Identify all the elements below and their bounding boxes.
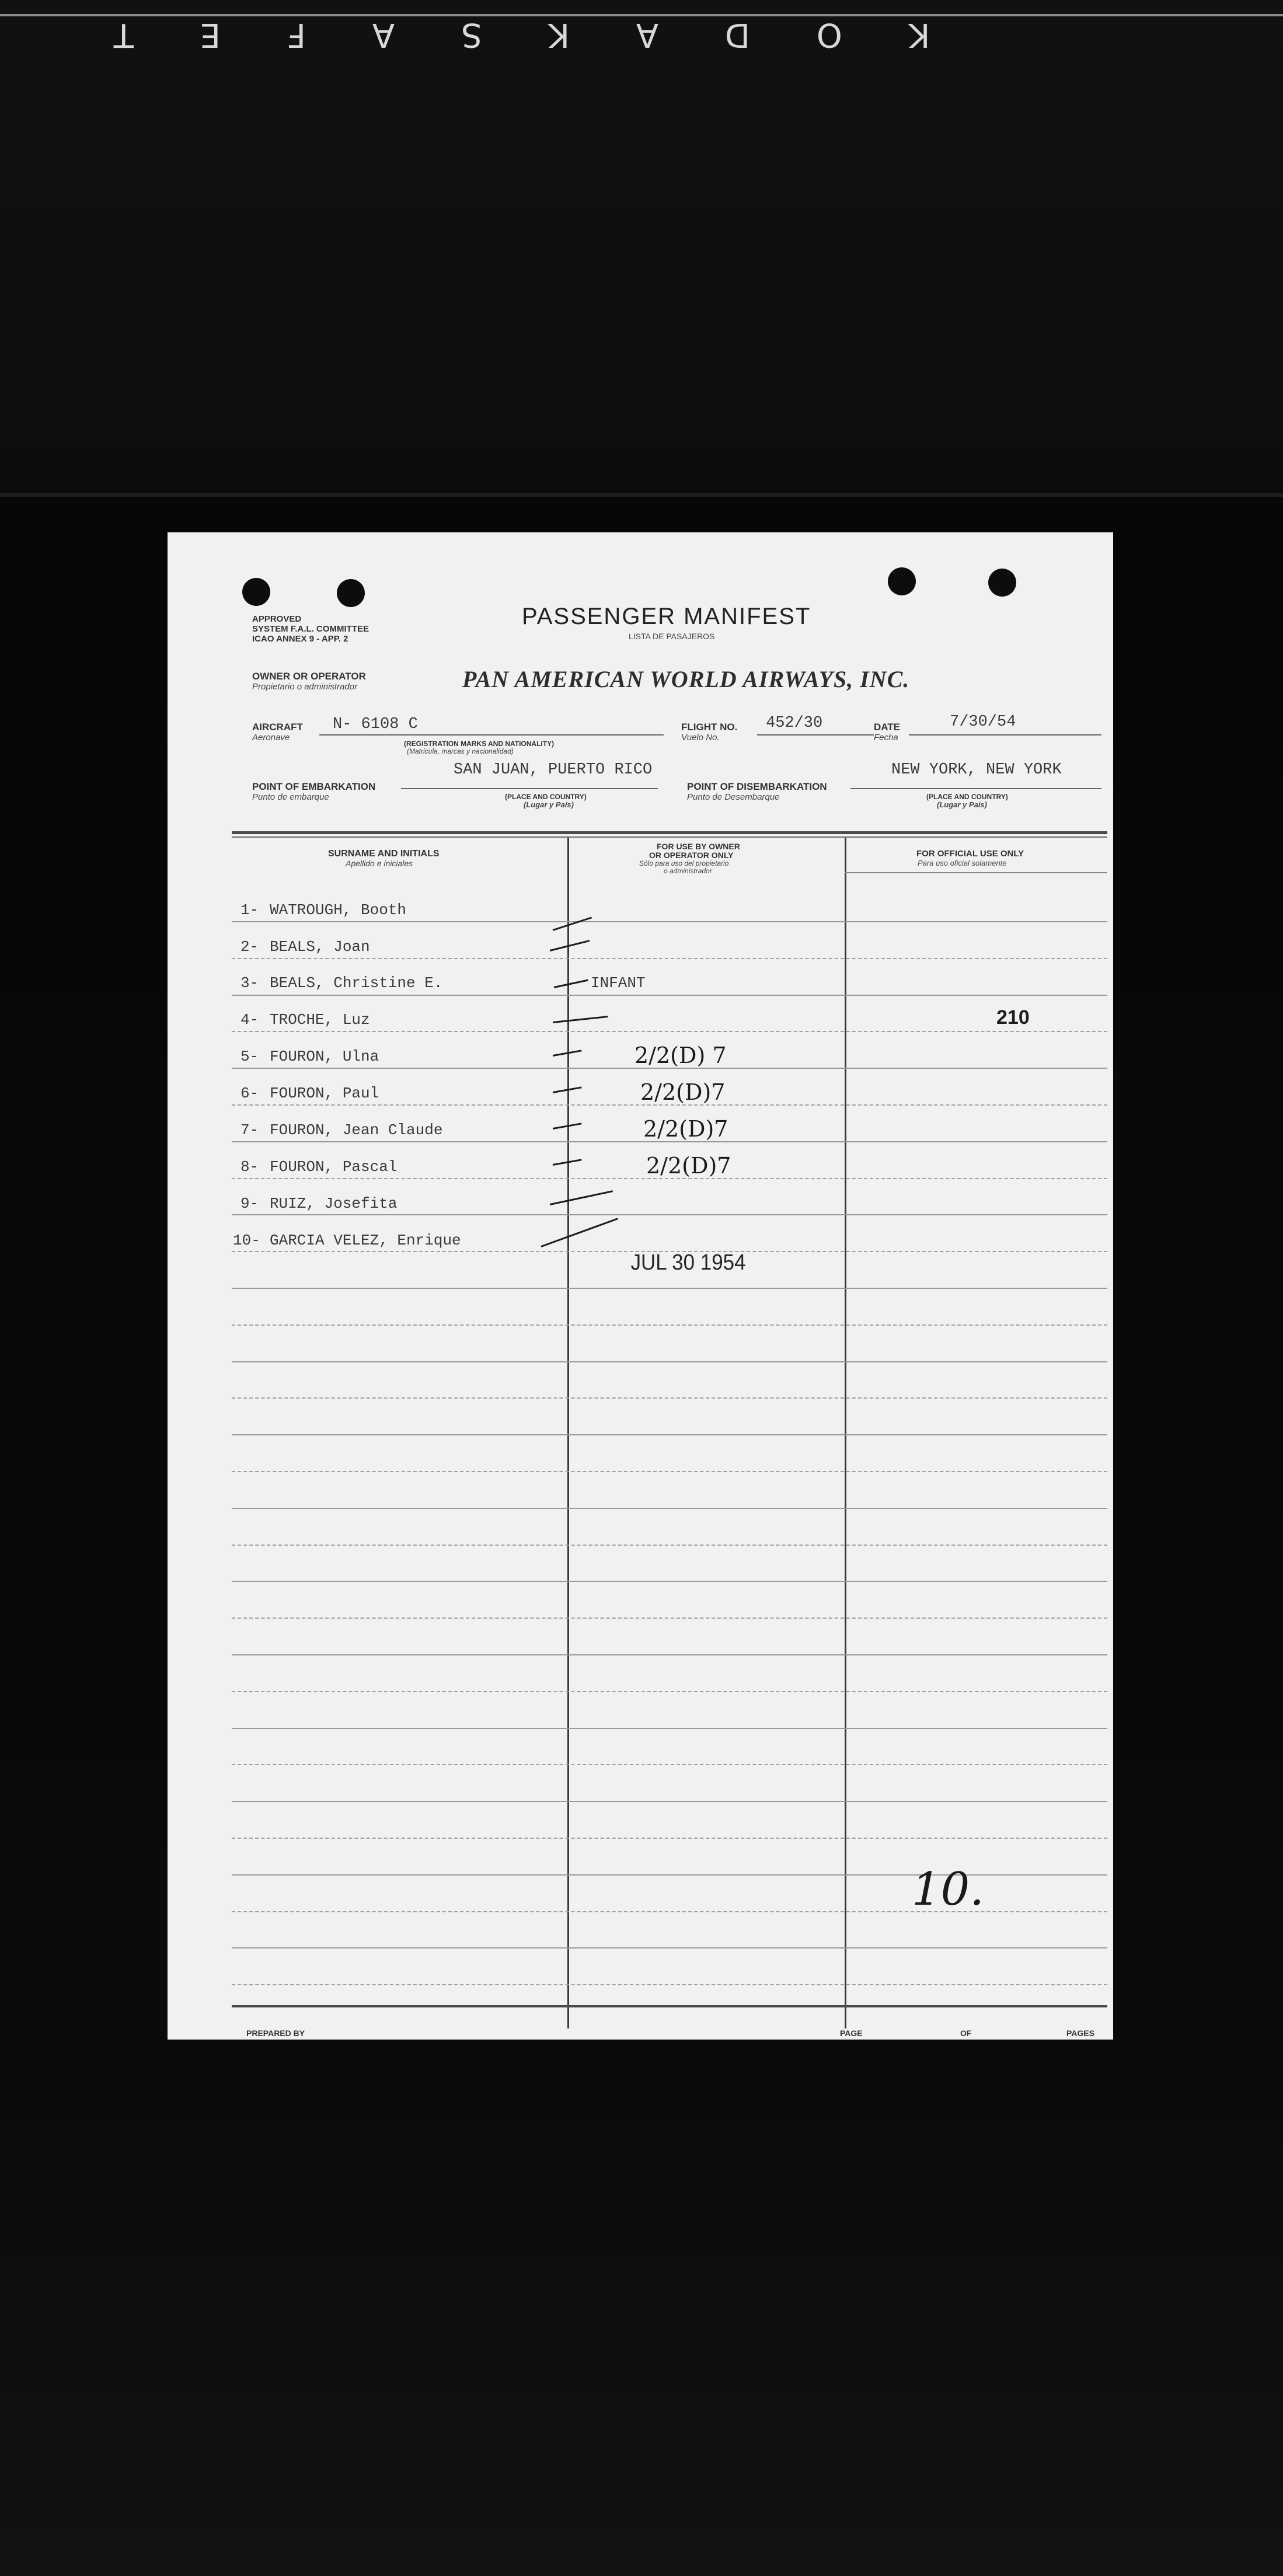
check-mark-icon: [554, 979, 588, 988]
punch-hole-icon: [888, 567, 916, 595]
table-rule: [232, 1324, 1107, 1326]
passenger-note: 2/2(D)7: [643, 1116, 728, 1142]
official-number: 210: [996, 1006, 1030, 1029]
approval-line-3: ICAO ANNEX 9 - APP. 2: [252, 634, 348, 644]
passenger-name: FOURON, Paul: [270, 1085, 379, 1102]
table-rule: [232, 958, 1107, 959]
table-rule: [232, 1691, 1107, 1692]
table-rule: [232, 1545, 1107, 1546]
page-label: PAGE: [840, 2028, 863, 2038]
table-rule: [232, 1728, 1107, 1729]
table-rule: [232, 921, 1107, 922]
punch-hole-icon: [988, 569, 1016, 597]
date-stamp: JUL 30 1954: [630, 1250, 746, 1275]
table-rule: [232, 1361, 1107, 1362]
passenger-note: 2/2(D) 7: [634, 1043, 727, 1068]
punch-hole-icon: [242, 578, 270, 606]
col3-header-rule: [845, 872, 1107, 873]
table-rule: [232, 1838, 1107, 1839]
place-caption: (PLACE AND COUNTRY): [505, 793, 587, 801]
flight-label: FLIGHT NO.: [681, 721, 738, 733]
date-value: 7/30/54: [950, 713, 1016, 731]
table-rule: [232, 1654, 1107, 1655]
table-rule: [232, 1434, 1107, 1435]
check-mark-icon: [553, 916, 592, 930]
form-title-es: LISTA DE PASAJEROS: [629, 632, 715, 641]
aircraft-label: AIRCRAFT: [252, 721, 303, 733]
passenger-name: FOURON, Pascal: [270, 1158, 398, 1176]
embark-label-es: Punto de embarque: [252, 792, 329, 802]
table-bottom-rule: [232, 2005, 1107, 2007]
passenger-name: BEALS, Joan: [270, 938, 370, 956]
check-mark-icon: [550, 940, 590, 951]
pages-label: PAGES: [1066, 2028, 1094, 2038]
place-caption-2-es: (Lugar y País): [937, 800, 987, 809]
passenger-name: WATROUGH, Booth: [270, 901, 407, 919]
form-title: PASSENGER MANIFEST: [522, 604, 811, 629]
row-number: 7-: [240, 1121, 259, 1139]
row-number: 9-: [240, 1195, 259, 1212]
embark-underline: [401, 788, 658, 789]
passenger-manifest-sheet: [168, 532, 1113, 2040]
check-mark-icon: [553, 1016, 608, 1023]
passenger-note: INFANT: [591, 974, 646, 992]
punch-hole-icon: [337, 579, 365, 607]
row-number: 3-: [240, 974, 259, 992]
col3-header-es: Para uso oficial solamente: [918, 859, 1007, 867]
table-rule: [232, 1801, 1107, 1802]
passenger-name: RUIZ, Josefita: [270, 1195, 398, 1212]
table-rule: [232, 1214, 1107, 1215]
disembark-label: POINT OF DISEMBARKATION: [687, 781, 827, 792]
flight-label-es: Vuelo No.: [681, 733, 720, 743]
col2-header-es-2: o administrador: [664, 867, 712, 875]
owner-label: OWNER OR OPERATOR: [252, 671, 366, 682]
registration-caption-es: (Matricula, marcas y nacionalidad): [407, 747, 514, 755]
check-mark-icon: [541, 1218, 618, 1247]
table-top-rule: [232, 831, 1107, 834]
disembark-label-es: Punto de Desembarque: [687, 792, 780, 802]
table-rule: [232, 1397, 1107, 1399]
table-rule: [232, 1764, 1107, 1765]
of-label: OF: [960, 2028, 972, 2038]
flight-underline: [757, 734, 874, 735]
approval-line-2: SYSTEM F.A.L. COMMITTEE: [252, 624, 369, 634]
table-top-rule-2: [232, 836, 1107, 838]
aircraft-underline: [319, 734, 664, 735]
owner-label-es: Propietario o administrador: [252, 682, 358, 692]
row-number: 5-: [240, 1048, 259, 1065]
passenger-note: 2/2(D)7: [646, 1153, 731, 1179]
table-rule: [232, 1288, 1107, 1289]
flight-value: 452/30: [766, 714, 823, 732]
col2-header-es-1: Sólo para uso del propietario: [639, 859, 729, 867]
row-number: 2-: [240, 938, 259, 956]
film-edge-label: K O D A K S A F E T: [85, 16, 930, 54]
col2-header-2: OR OPERATOR ONLY: [649, 850, 734, 860]
col3-header: FOR OFFICIAL USE ONLY: [916, 849, 1024, 859]
column-divider-2: [845, 838, 846, 2028]
aircraft-label-es: Aeronave: [252, 733, 290, 743]
table-rule: [232, 1581, 1107, 1582]
date-underline: [909, 734, 1101, 735]
col2-header-1: FOR USE BY OWNER: [657, 842, 740, 851]
total-count: 10.: [912, 1863, 985, 1916]
passenger-name: FOURON, Jean Claude: [270, 1121, 443, 1139]
airline-name: PAN AMERICAN WORLD AIRWAYS, INC.: [462, 666, 910, 692]
table-rule: [232, 995, 1107, 996]
col1-header-es: Apellido e iniciales: [346, 859, 413, 868]
passenger-name: TROCHE, Luz: [270, 1011, 370, 1029]
table-rule: [232, 1471, 1107, 1472]
date-label-es: Fecha: [874, 733, 898, 743]
table-rule: [232, 1618, 1107, 1619]
table-rule: [232, 1984, 1107, 1985]
table-rule: [232, 1508, 1107, 1509]
row-number: 4-: [240, 1011, 259, 1029]
registration-caption: (REGISTRATION MARKS AND NATIONALITY): [404, 740, 555, 748]
row-number: 10-: [233, 1232, 260, 1249]
place-caption-2: (PLACE AND COUNTRY): [926, 793, 1008, 801]
disembark-value: NEW YORK, NEW YORK: [891, 761, 1062, 779]
table-rule: [232, 1947, 1107, 1948]
column-divider-1: [567, 838, 569, 2028]
row-number: 8-: [240, 1158, 259, 1176]
prepared-by-label: PREPARED BY: [246, 2028, 305, 2038]
row-number: 6-: [240, 1085, 259, 1102]
embark-value: SAN JUAN, PUERTO RICO: [454, 761, 653, 779]
check-mark-icon: [550, 1190, 613, 1205]
aircraft-value: N- 6108 C: [333, 716, 418, 733]
approval-line-1: APPROVED: [252, 614, 302, 624]
disembark-underline: [850, 788, 1101, 789]
passenger-note: 2/2(D)7: [640, 1079, 726, 1105]
embark-label: POINT OF EMBARKATION: [252, 781, 376, 792]
table-rule: [232, 1031, 1107, 1032]
passenger-name: GARCIA VELEZ, Enrique: [270, 1232, 461, 1249]
passenger-name: FOURON, Ulna: [270, 1048, 379, 1065]
passenger-name: BEALS, Christine E.: [270, 974, 443, 992]
row-number: 1-: [240, 901, 259, 919]
place-caption-es: (Lugar y País): [524, 800, 574, 809]
frame-divider: [0, 493, 1283, 497]
col1-header: SURNAME AND INITIALS: [328, 849, 440, 859]
date-label: DATE: [874, 721, 901, 733]
